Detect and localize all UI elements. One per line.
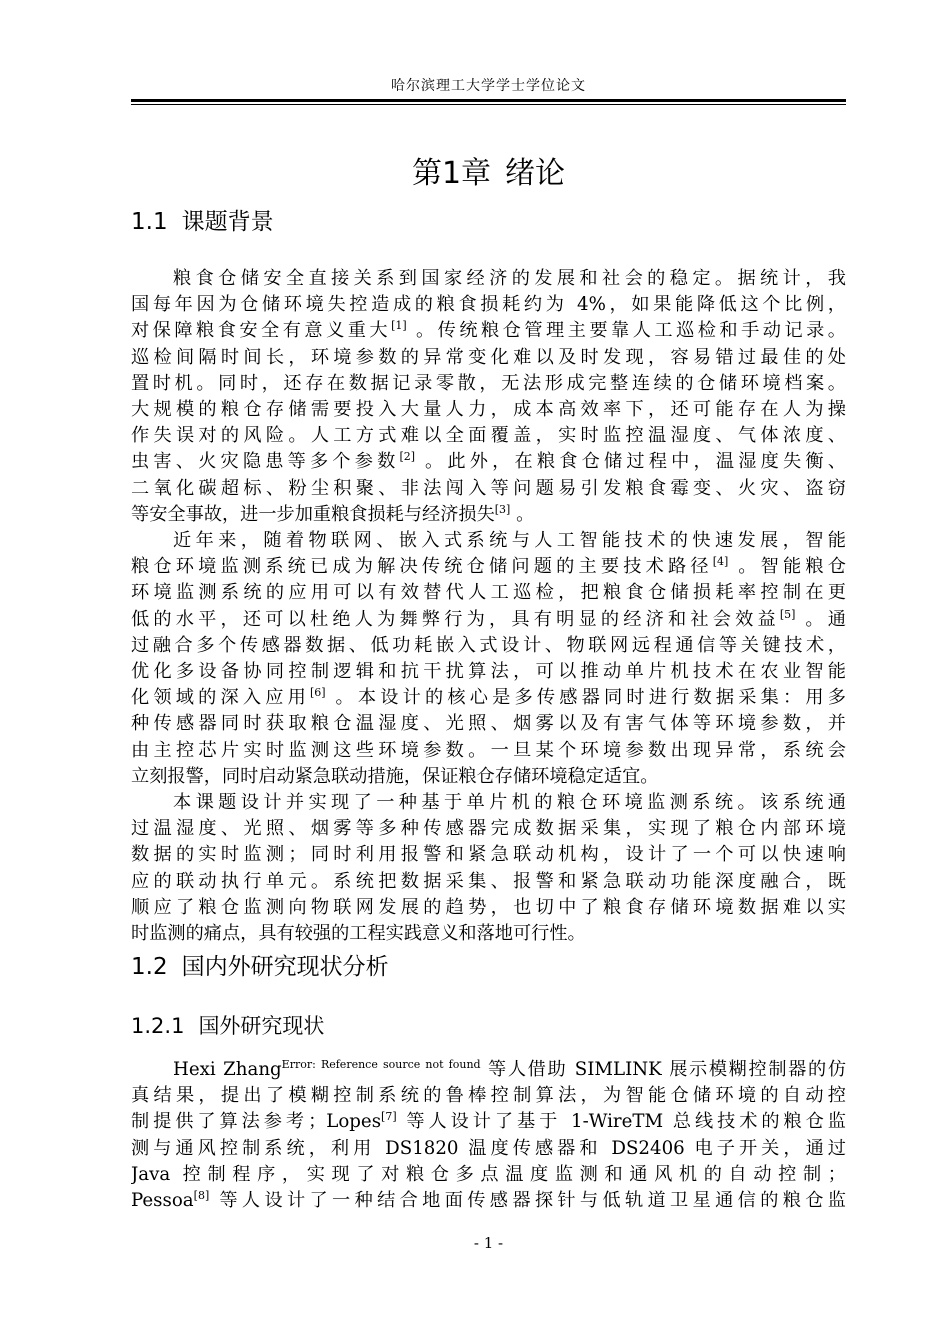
section-title: 课题背景	[181, 209, 274, 235]
paragraph-background-1	[131, 266, 846, 528]
chapter-number: 第1章	[411, 156, 492, 191]
text-line: 粮仓环境监测系统已成为解决传统仓储问题的主要技术路径[4] 。智能粮仓	[131, 555, 846, 578]
citation: [8]	[193, 1188, 210, 1202]
text-line: 近年来，随着物联网、嵌入式系统与人工智能技术的快速发展，智能	[173, 530, 846, 551]
section-heading-1-2-1	[131, 1012, 324, 1040]
citation: [6]	[310, 686, 326, 700]
text-line: 化领域的深入应用[6] 。本设计的核心是多传感器同时进行数据采集：用多	[131, 686, 846, 709]
text-line: 等安全事故，进一步加重粮食损耗与经济损失[3] 。	[131, 502, 535, 525]
text-line: 粮食仓储安全直接关系到国家经济的发展和社会的稳定。据统计，我	[173, 268, 846, 289]
page-number: - 1 -	[473, 1234, 504, 1252]
text-line: 本课题设计并实现了一种基于单片机的粮仓环境监测系统。该系统通	[173, 792, 846, 813]
text-line: 应的联动执行单元。系统把数据采集、报警和紧急联动功能深度融合，既	[131, 870, 846, 892]
text-line: 大规模的粮仓存储需要投入大量人力，成本高效率下，还可能存在人为操	[131, 398, 846, 420]
section-number: 1.2.1	[131, 1014, 185, 1038]
text-line: 顺应了粮仓监测向物联网发展的趋势，也切中了粮食存储环境数据难以实	[131, 896, 846, 918]
text-line: 时监测的痛点，具有较强的工程实践意义和落地可行性。	[131, 922, 586, 944]
text-line: 真结果，提出了模糊控制系统的鲁棒控制算法，为智能仓储环境的自动控	[131, 1085, 846, 1107]
section-number: 1.2	[131, 954, 168, 980]
text-line: Hexi Zhang$^{Error: Reference source not found}$ 等人借助 SIMLINK 展示模糊控制器的仿	[173, 1057, 846, 1080]
text-line: 巡检间隔时间长，环境参数的异常变化难以及时发现，容易错过最佳的处	[131, 346, 846, 368]
section-heading-1-1	[131, 207, 274, 237]
text-line: 低的水平，还可以杜绝人为舞弊行为，具有明显的经济和社会效益[5] 。通	[131, 607, 846, 630]
text-line: 制提供了算法参考；Lopes[7] 等人设计了基于 1-WireTM 总线技术的粮仓监	[131, 1110, 846, 1133]
citation: [4]	[712, 555, 729, 569]
text-line: 过融合多个传感器数据、低功耗嵌入式设计、物联网远程通信等关键技术，	[131, 634, 846, 656]
text-line: 过温湿度、光照、烟雾等多种传感器完成数据采集，实现了粮仓内部环境	[131, 818, 846, 840]
text-line: 二氧化碳超标、粉尘积聚、非法闯入等问题易引发粮食霉变、火灾、盗窃	[131, 477, 846, 499]
citation: [7]	[381, 1110, 397, 1124]
citation-error: Error: Reference source not found	[281, 1057, 481, 1071]
text-line: 环境监测系统的应用可以有效替代人工巡检，把粮食仓储损耗率控制在更	[131, 582, 846, 604]
section-heading-1-2	[131, 952, 389, 982]
text-line: Pessoa[8] 等人设计了一种结合地面传感器探针与低轨道卫星通信的粮仓监	[131, 1188, 846, 1211]
text-line: 国每年因为仓储环境失控造成的粮食损耗约为 4%，如果能降低这个比例，	[131, 294, 846, 316]
text-line: Java 控制程序，实现了对粮仓多点温度监测和通风机的自动控制；	[131, 1163, 846, 1185]
text-line: 置时机。同时，还存在数据记录零散，无法形成完整连续的仓储环境档案。	[131, 372, 846, 394]
chapter-name: 绪论	[505, 156, 566, 191]
text-line: 虫害、火灾隐患等多个参数[2] 。此外，在粮食仓储过程中，温湿度失衡、	[131, 450, 846, 473]
citation: [5]	[779, 607, 796, 621]
section-title: 国外研究现状	[198, 1014, 325, 1038]
citation: [1]	[391, 319, 407, 333]
text-line: 优化多设备协同控制逻辑和抗干扰算法，可以推动单片机技术在农业智能	[131, 660, 846, 682]
header-rule-thin	[131, 104, 846, 105]
section-title: 国内外研究现状分析	[181, 954, 389, 980]
paragraph-background-3	[131, 790, 846, 947]
text-line: 对保障粮食安全有意义重大[1] 。传统粮仓管理主要靠人工巡检和手动记录。	[131, 319, 846, 342]
chapter-title	[131, 154, 846, 194]
section-number: 1.1	[131, 209, 168, 235]
paragraph-background-2	[131, 528, 846, 790]
text-line: 数据的实时监测；同时利用报警和紧急联动机构，设计了一个可以快速响	[131, 844, 846, 866]
text-line: 作失误对的风险。人工方式难以全面覆盖，实时监控温湿度、气体浓度、	[131, 425, 846, 447]
paragraph-foreign-research	[131, 1057, 846, 1214]
text-line: 由主控芯片实时监测这些环境参数。一旦某个环境参数出现异常，系统会	[131, 739, 846, 761]
citation: [3]	[494, 502, 511, 516]
text-line: 种传感器同时获取粮仓温湿度、光照、烟雾以及有害气体等环境参数，并	[131, 713, 846, 735]
text-line: 立刻报警，同时启动紧急联动措施，保证粮仓存储环境稳定适宜。	[131, 765, 659, 787]
citation: [2]	[399, 450, 416, 464]
header-rule-thick	[131, 99, 846, 102]
text-line: 测与通风控制系统，利用 DS1820 温度传感器和 DS2406 电子开关，通过	[131, 1137, 846, 1159]
running-header: 哈尔滨理工大学学士学位论文	[391, 78, 586, 94]
